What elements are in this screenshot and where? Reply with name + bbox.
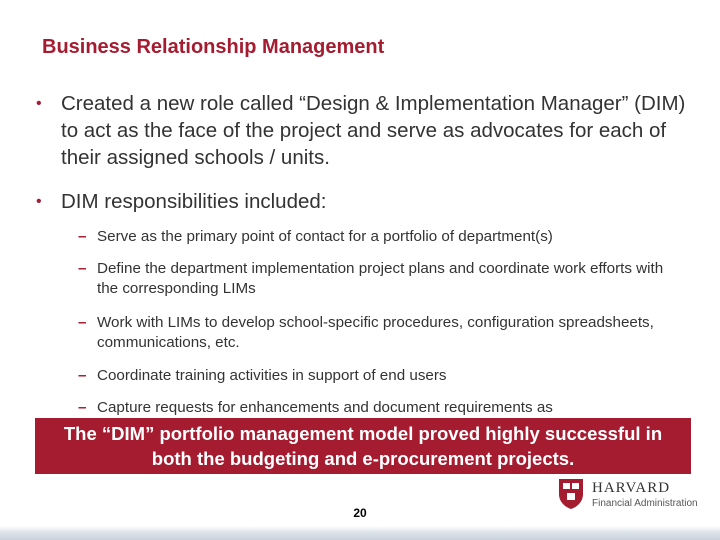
logo-name: HARVARD — [592, 480, 671, 496]
shield-icon — [558, 478, 584, 510]
sub-bullet-marker: – — [78, 367, 87, 384]
sub-bullet-item — [78, 227, 688, 247]
bullet-marker: • — [36, 95, 42, 112]
footer-bar — [0, 526, 720, 540]
sub-bullet-text: Coordinate training activities in support of end users — [97, 367, 447, 384]
sub-bullet-text: Work with LIMs to develop school-specific procedures, configuration spreadsheets, communications, etc. — [97, 314, 654, 351]
harvard-logo — [558, 478, 708, 514]
sub-bullet-marker: – — [78, 399, 87, 416]
bullet-item — [36, 188, 696, 215]
bullet-text: DIM responsibilities included: — [61, 190, 327, 213]
sub-bullet-item — [78, 398, 688, 418]
sub-bullet-marker: – — [78, 314, 87, 331]
sub-bullet-marker: – — [78, 228, 87, 245]
callout-banner — [35, 418, 691, 474]
sub-bullet-text: Serve as the primary point of contact for a portfolio of department(s) — [97, 228, 553, 245]
slide-title: Business Relationship Management — [42, 36, 385, 58]
callout-text: The “DIM” portfolio management model proved highly successful in both the budgeting and e-procurement projects. — [63, 423, 663, 469]
sub-bullet-item — [78, 313, 688, 353]
sub-bullet-item — [78, 366, 688, 386]
bullet-item — [36, 90, 696, 171]
bullet-text: Created a new role called “Design & Implementation Manager” (DIM) to act as the face of the project and serve as advocates for each of their assigned schools / units. — [61, 92, 686, 169]
logo-subtitle: Financial Administration — [592, 498, 698, 509]
page-number: 20 — [353, 506, 367, 520]
bullet-marker: • — [36, 193, 42, 210]
sub-bullet-marker: – — [78, 260, 87, 277]
sub-bullet-text: Define the department implementation project plans and coordinate work efforts with the corresponding LIMs — [97, 260, 664, 297]
sub-bullet-text: Capture requests for enhancements and document requirements as — [97, 399, 553, 416]
sub-bullet-item — [78, 259, 688, 299]
